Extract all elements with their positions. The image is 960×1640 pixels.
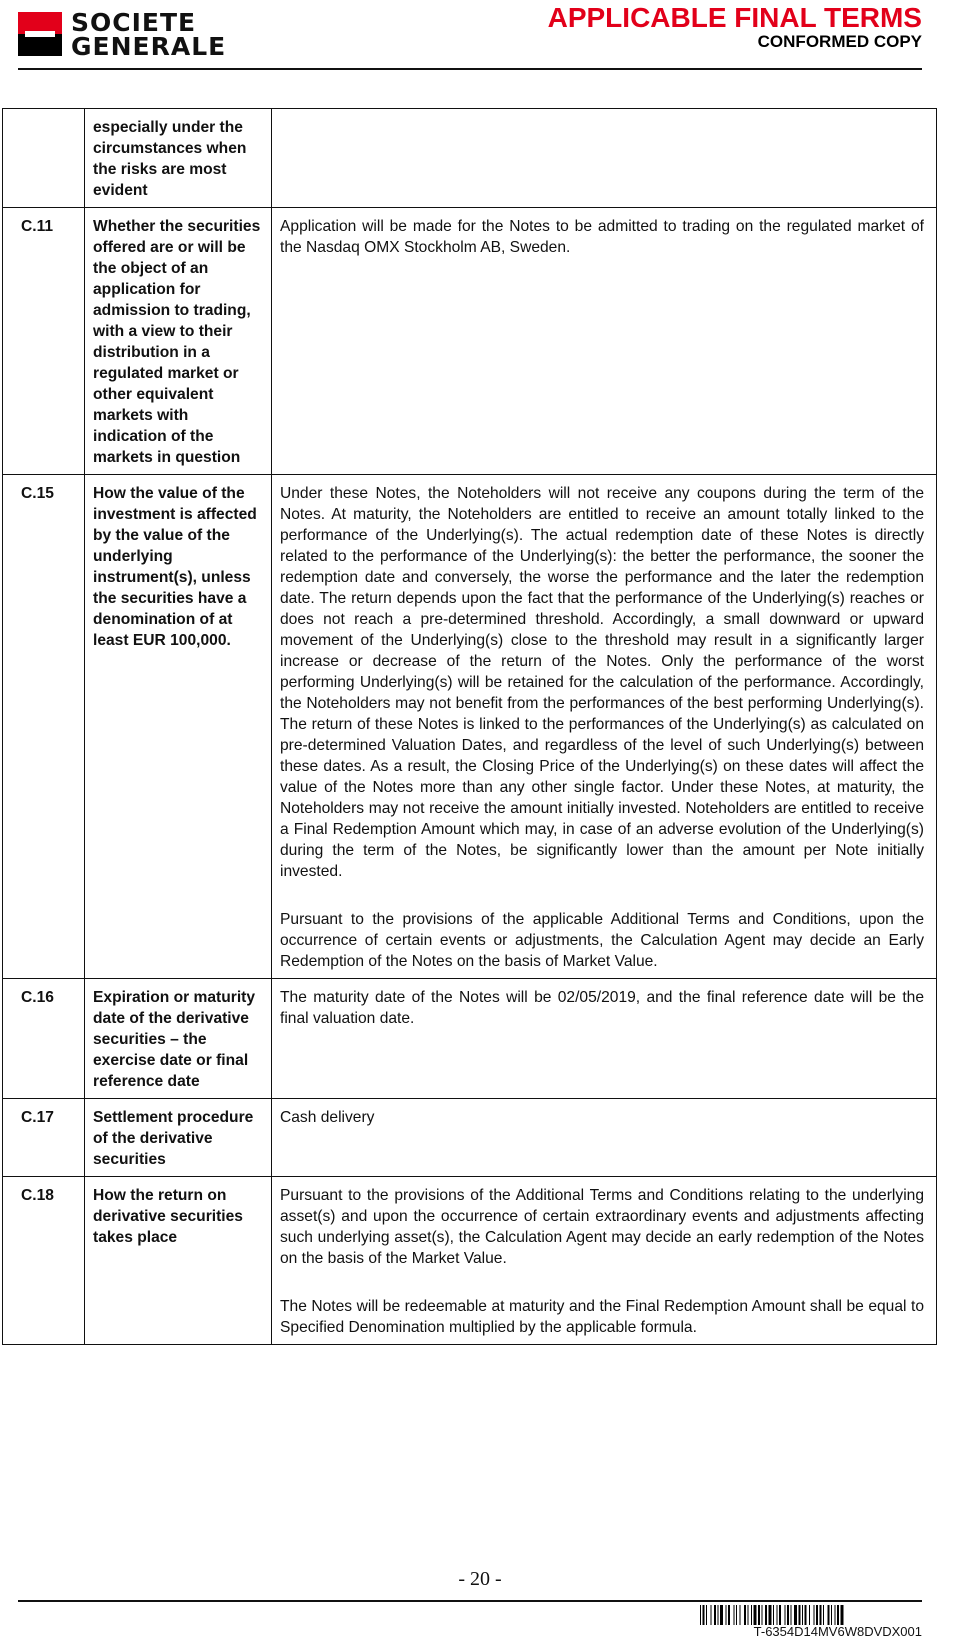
document-subtitle: CONFORMED COPY: [757, 32, 922, 51]
societe-generale-logo: [18, 8, 268, 63]
table-row: [3, 475, 937, 979]
element-code: C.16: [3, 979, 85, 1099]
logo-mark-icon: [18, 12, 62, 56]
element-code: C.15: [3, 475, 85, 979]
table-row: [3, 979, 937, 1099]
table-row: [3, 208, 937, 475]
element-label: Whether the securities offered are or will be the object of an application for admission to trading, with a view to their distribution in a regulated market or other equivalent markets with indication of the markets in question: [85, 208, 272, 475]
table-row: [3, 109, 937, 208]
element-code: [3, 109, 85, 208]
body-paragraph: Under these Notes, the Noteholders will not receive any coupons during the term of the Notes. At maturity, the Noteholders are entitled to receive an amount totally linked to the performance of the Underlying(s). The actual redemption date of these Notes is directly related to the performance of the Underlying(s): the better the performance, the sooner the redemption date and conversely, the worse the performance and the later the redemption date. The return depends upon the fact that the performance of the Underlying(s) reaches or does not reach a pre-determined threshold. Accordingly, a small downward or upward movement of the Underlying(s) close to the threshold may result in a significantly larger increase or decrease of the return of the Notes. Only the performance of the worst performing Underlying(s) will be retained for the calculation of the performance. Accordingly, the Noteholders may not benefit from the performances of the best performing Underlying(s). The return of these Notes is linked to the performances of the Underlying(s) as calculated on pre-determined Valuation Dates, and regardless of the level of such Underlying(s) between these dates. As a result, the Closing Price of the Underlying(s) on these dates will affect the value of the Notes more than any other single factor. Under these Notes, at maturity, the Noteholders may not receive the amount initially invested. Noteholders are entitled to receive a Final Redemption Amount which may, in case of an adverse evolution of the Underlying(s) during the term of the Notes, be significantly lower than the amount per Note initially invested.: [280, 485, 924, 880]
element-body: [272, 1099, 937, 1177]
element-label: How the value of the investment is affected by the value of the underlying instrument(s), unless the securities have a denomination of at least EUR 100,000.: [85, 475, 272, 979]
element-body: [272, 109, 937, 208]
body-paragraph: Cash delivery: [280, 1109, 375, 1126]
barcode-icon: [700, 1605, 922, 1625]
body-paragraph: Pursuant to the provisions of the Additional Terms and Conditions relating to the underlying asset(s) and upon the occurrence of certain extraordinary events and adjustments affecting such underlying asset(s), the Calculation Agent may decide an early redemption of the Notes on the basis of the Market Value.: [280, 1187, 924, 1267]
header-divider: [18, 68, 922, 70]
body-paragraph: The Notes will be redeemable at maturity and the Final Redemption Amount shall be equal to Specified Denomination multiplied by the applicable formula.: [280, 1298, 924, 1336]
element-body: [272, 208, 937, 475]
element-code: C.18: [3, 1177, 85, 1345]
body-paragraph: Application will be made for the Notes to be admitted to trading on the regulated market of the Nasdaq OMX Stockholm AB, Sweden.: [280, 218, 924, 256]
element-code: C.17: [3, 1099, 85, 1177]
element-body: [272, 475, 937, 979]
page-number: - 20 -: [458, 1568, 502, 1590]
summary-table: [2, 108, 937, 1345]
element-code: C.11: [3, 208, 85, 475]
element-label: Settlement procedure of the derivative securities: [85, 1099, 272, 1177]
table-row: [3, 1099, 937, 1177]
footer-divider: [18, 1600, 922, 1602]
document-reference: T-6354D14MV6W8DVDX001: [753, 1624, 922, 1639]
body-paragraph: The maturity date of the Notes will be 02/05/2019, and the final reference date will be the final valuation date.: [280, 989, 924, 1027]
document-title: APPLICABLE FINAL TERMS: [547, 2, 922, 33]
logo-text: SOCIETE GENERALE: [71, 8, 227, 61]
element-label: especially under the circumstances when the risks are most evident: [85, 109, 272, 208]
body-paragraph: Pursuant to the provisions of the applicable Additional Terms and Conditions, upon the occurrence of certain events or adjustments, the Calculation Agent may decide an Early Redemption of the Notes on the basis of Market Value.: [280, 911, 924, 970]
table-row: [3, 1177, 937, 1345]
element-body: [272, 1177, 937, 1345]
element-label: How the return on derivative securities takes place: [85, 1177, 272, 1345]
element-label: Expiration or maturity date of the derivative securities – the exercise date or final reference date: [85, 979, 272, 1099]
element-body: [272, 979, 937, 1099]
